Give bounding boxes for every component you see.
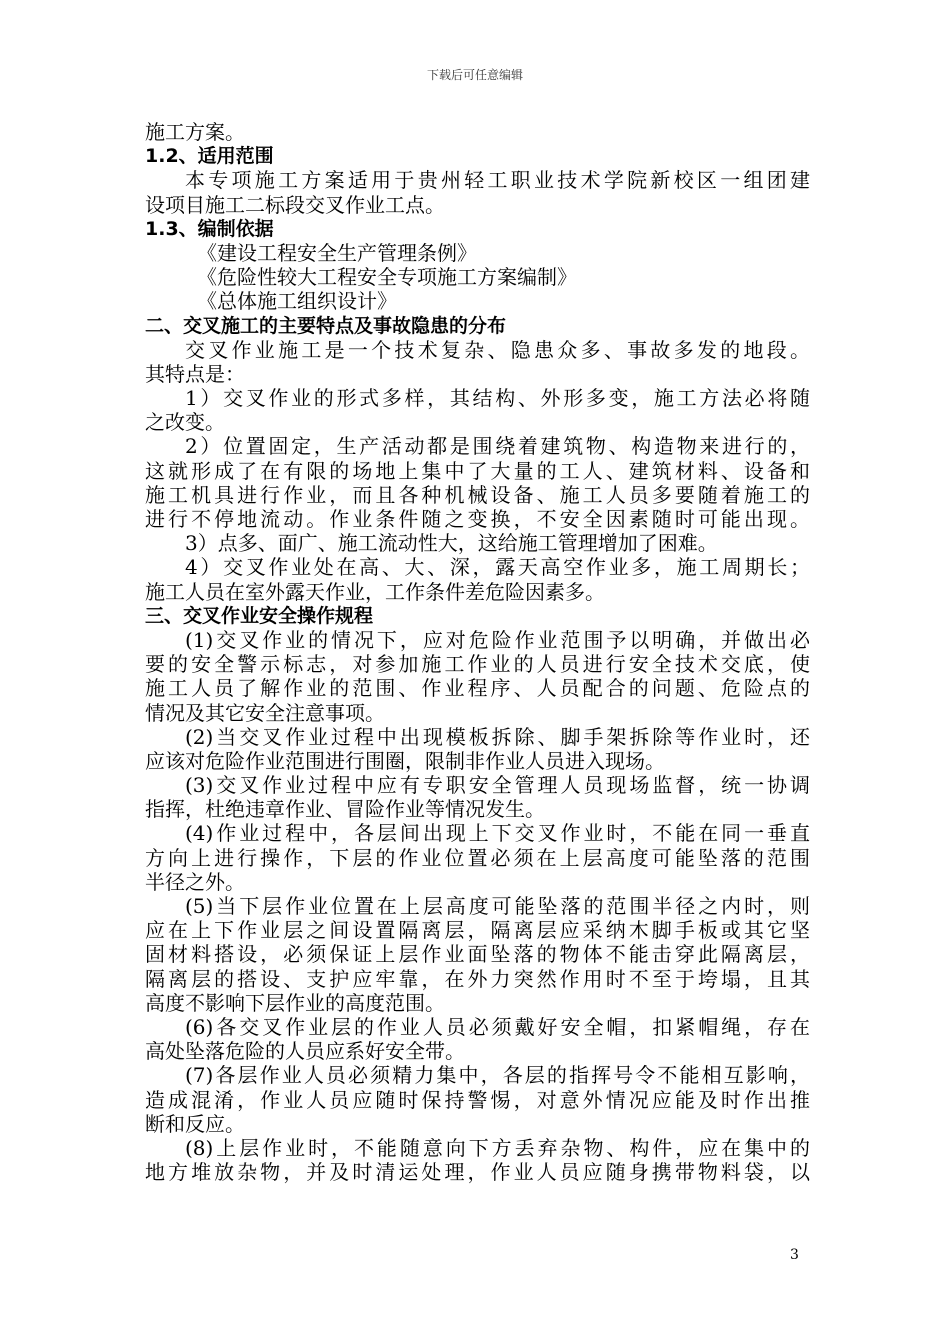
text-line: 应在上下作业层之间设置隔离层，隔离层应采纳木脚手板或其它坚 (145, 918, 810, 943)
text-line: 情况及其它安全注意事项。 (145, 700, 385, 725)
text-line: 方向上进行操作，下层的作业位置必须在上层高度可能坠落的范围 (145, 845, 810, 870)
section-heading: 1.2、适用范围 (145, 145, 274, 168)
document-body (145, 120, 810, 1184)
text-line: 《总体施工组织设计》 (197, 289, 397, 314)
section-heading: 三、交叉作业安全操作规程 (145, 604, 374, 627)
section-heading: 1.3、编制依据 (145, 217, 274, 240)
text-line: (3)交叉作业过程中应有专职安全管理人员现场监督，统一协调 (185, 773, 810, 798)
text-line: (2)当交叉作业过程中出现模板拆除、脚手架拆除等作业时，还 (185, 724, 810, 749)
text-line: 地方堆放杂物，并及时清运处理，作业人员应随身携带物料袋，以 (145, 1160, 810, 1185)
text-line: 1）交叉作业的形式多样，其结构、外形多变，施工方法必将随 (185, 386, 810, 411)
text-line: 半径之外。 (145, 869, 245, 894)
text-line: 施工机具进行作业，而且各种机械设备、施工人员多要随着施工的 (145, 482, 810, 507)
text-line: 这就形成了在有限的场地上集中了大量的工人、建筑材料、设备和 (145, 458, 810, 483)
text-line: 施工方案。 (145, 120, 245, 144)
text-line: (6)各交叉作业层的作业人员必须戴好安全帽，扣紧帽绳，存在 (185, 1014, 810, 1039)
text-line: 2）位置固定，生产活动都是围绕着建筑物、构造物来进行的， (185, 434, 810, 459)
text-line: 设项目施工二标段交叉作业工点。 (145, 192, 445, 217)
text-line: (7)各层作业人员必须精力集中，各层的指挥号令不能相互影响， (185, 1063, 810, 1088)
text-line: 4）交叉作业处在高、大、深，露天高空作业多，施工周期长； (185, 555, 810, 580)
text-line: 施工人员了解作业的范围、作业程序、人员配合的问题、危险点的 (145, 676, 810, 701)
text-line: 3）点多、面广、施工流动性大，这给施工管理增加了困难。 (185, 531, 718, 556)
section-heading: 二、交叉施工的主要特点及事故隐患的分布 (145, 314, 507, 337)
text-line: (8)上层作业时，不能随意向下方丢弃杂物、构件，应在集中的 (185, 1135, 810, 1160)
text-line: 高处坠落危险的人员应系好安全带。 (145, 1039, 465, 1064)
text-line: 交叉作业施工是一个技术复杂、隐患众多、事故多发的地段。 (185, 337, 810, 362)
text-line: 固材料搭设，必须保证上层作业面坠落的物体不能击穿此隔离层， (145, 942, 810, 967)
text-line: (5)当下层作业位置在上层高度可能坠落的范围半径之内时，则 (185, 894, 810, 918)
text-line: 要的安全警示标志，对参加施工作业的人员进行安全技术交底，使 (145, 652, 810, 677)
text-line: 隔离层的搭设、支护应牢靠，在外力突然作用时不至于垮塌，且其 (145, 966, 810, 991)
text-line: 施工人员在室外露天作业，工作条件差危险因素多。 (145, 579, 605, 604)
text-line: 之改变。 (145, 410, 225, 435)
text-line: 应该对危险作业范围进行围圈，限制非作业人员进入现场。 (145, 748, 665, 773)
text-line: (1)交叉作业的情况下，应对危险作业范围予以明确，并做出必 (185, 627, 810, 652)
text-line: 高度不影响下层作业的高度范围。 (145, 990, 445, 1015)
text-line: 进行不停地流动。作业条件随之变换，不安全因素随时可能出现。 (145, 507, 810, 531)
page-header: 下载后可任意编辑 (426, 68, 523, 82)
text-line: (4)作业过程中，各层间出现上下交叉作业时，不能在同一垂直 (185, 821, 810, 846)
text-line: 造成混淆，作业人员应随时保持警惕，对意外情况应能及时作出推 (145, 1087, 810, 1112)
text-line: 指挥，杜绝违章作业、冒险作业等情况发生。 (145, 797, 545, 822)
text-line: 断和反应。 (145, 1111, 245, 1136)
text-line: 《建设工程安全生产管理条例》 (197, 240, 477, 265)
text-line: 本专项施工方案适用于贵州轻工职业技术学院新校区一组团建 (185, 168, 810, 193)
text-line: 其特点是： (145, 361, 245, 386)
text-line: 《危险性较大工程安全专项施工方案编制》 (197, 265, 577, 290)
page-number: 3 (790, 1247, 799, 1263)
